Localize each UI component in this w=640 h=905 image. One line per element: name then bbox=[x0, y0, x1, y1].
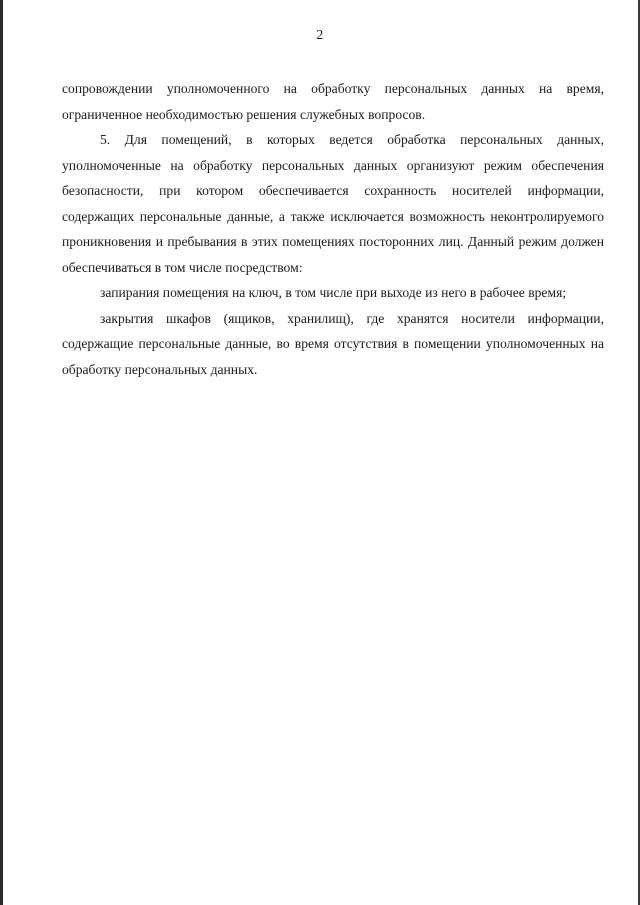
scan-edge-left bbox=[0, 0, 3, 905]
paragraph-continuation: сопровождении уполномоченного на обработку персональных данных на время, ограниченное необходимостью решения служебных вопросов. bbox=[62, 81, 604, 122]
paragraph-item-5: 5. Для помещений, в которых ведется обработка персональных данных, уполномоченные на обработку персональных данных организуют режим обеспечения безопасности, при котором обеспечивается сохранность носителей информации, содержащих персональные данные, а также исключается возможность неконтролируемого проникновения и пребывания в этих помещениях посторонних лиц. Данный режим должен обеспечиваться в том числе посредством: bbox=[62, 132, 604, 275]
page-number: 2 bbox=[316, 28, 324, 43]
paragraph-locking-rooms: запирания помещения на ключ, в том числе при выходе из него в рабочее время; bbox=[100, 285, 567, 300]
document-body bbox=[62, 76, 604, 382]
paragraph-closing-cabinets: закрытия шкафов (ящиков, хранилищ), где хранятся носители информации, содержащие персональные данные, во время отсутствия в помещении уполномоченных на обработку персональных данных. bbox=[62, 310, 604, 377]
